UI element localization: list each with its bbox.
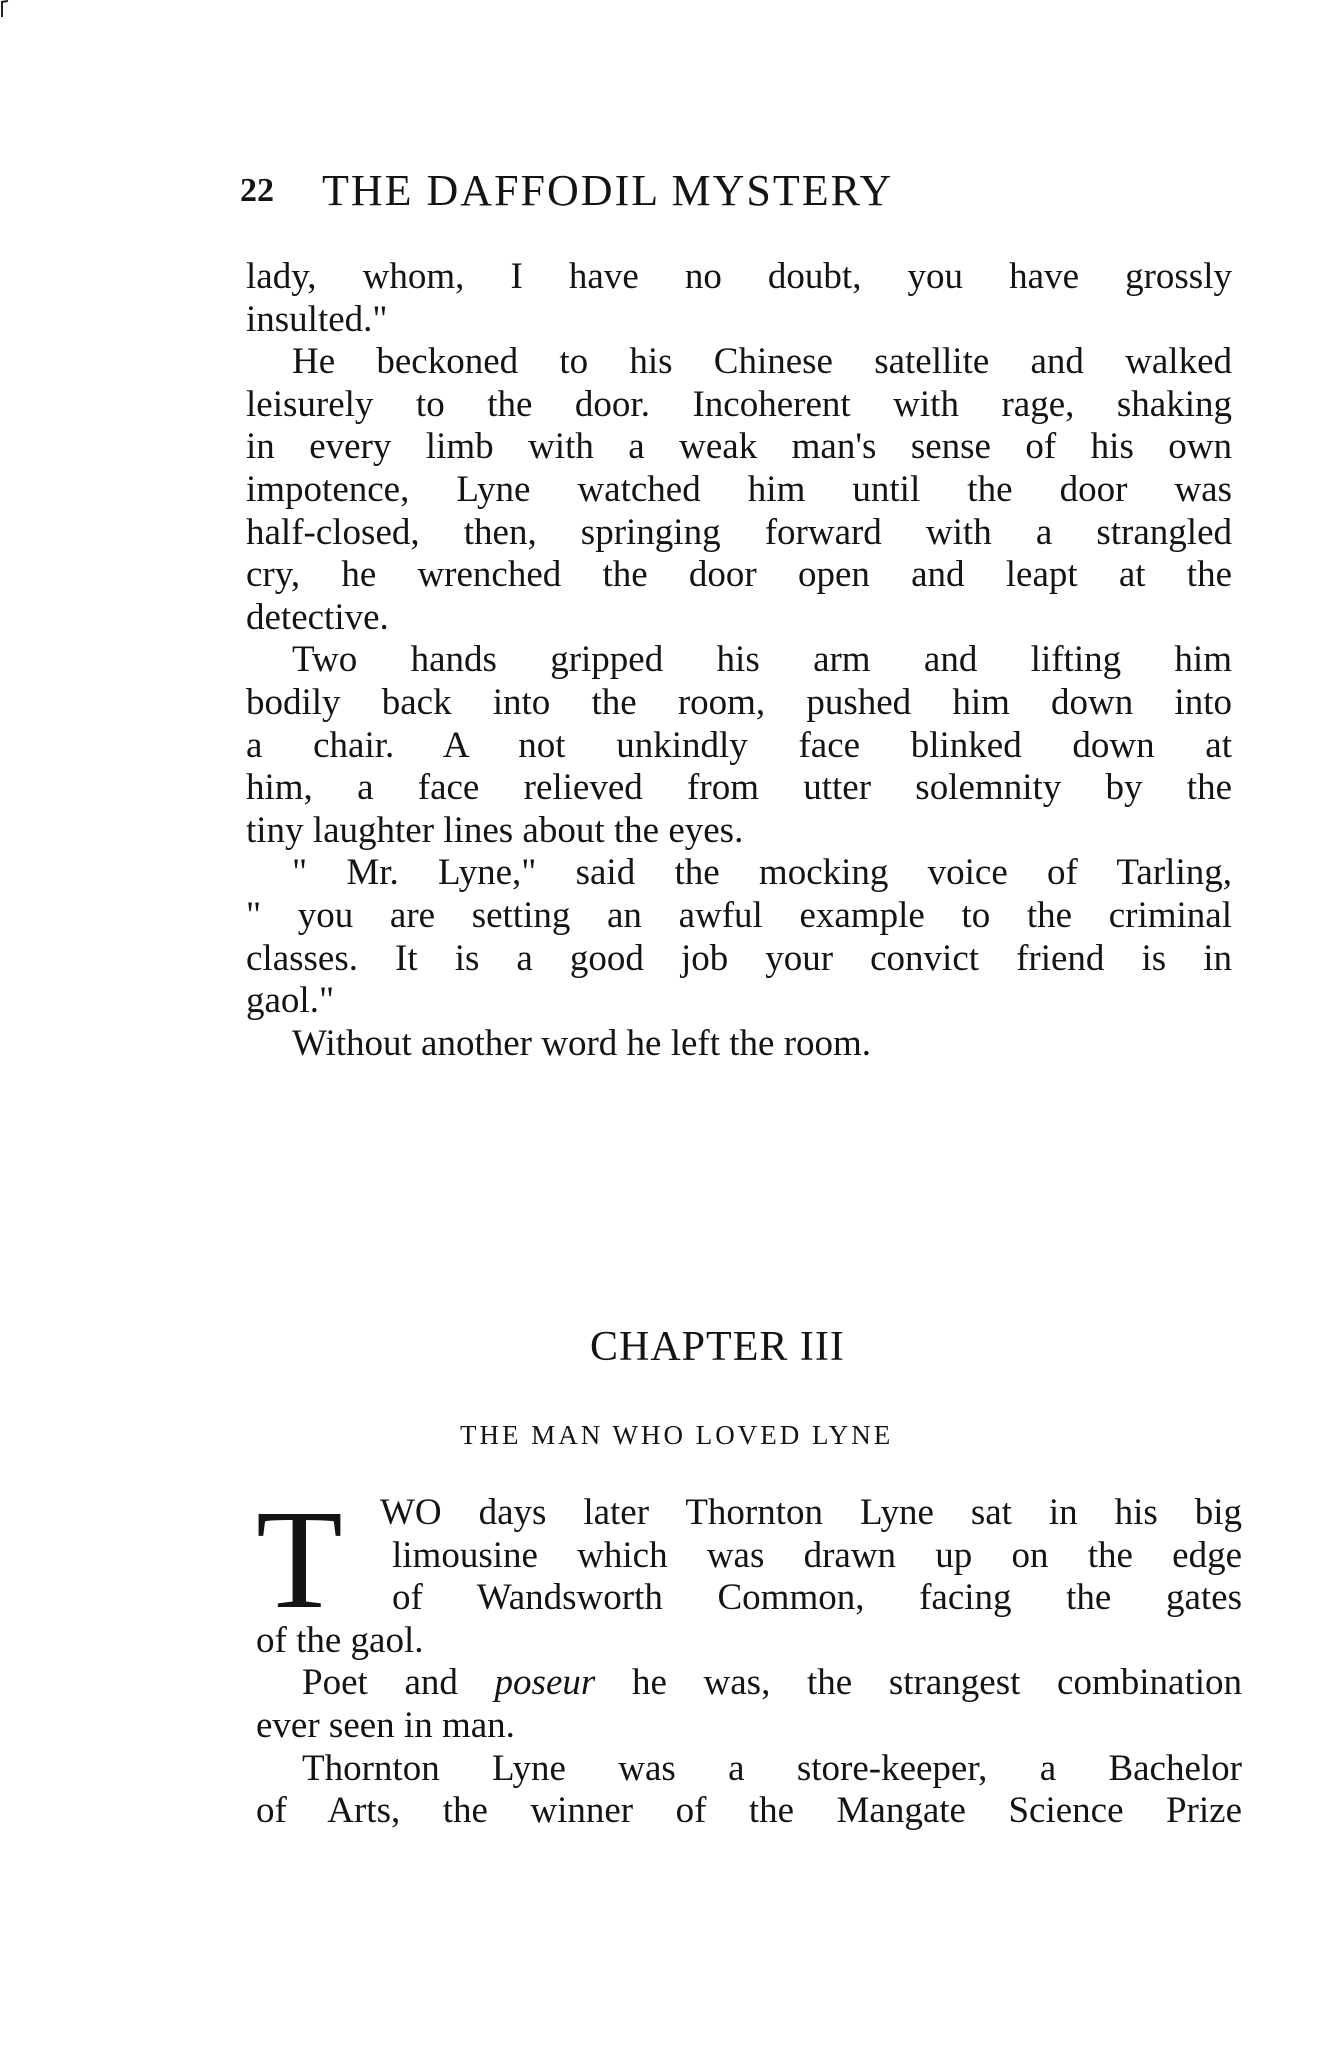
italic-word: poseur <box>494 1662 596 1704</box>
text-line: Two hands gripped his arm and lifting him <box>292 639 1232 681</box>
text-line: " Mr. Lyne," said the mocking voice of Tarling, <box>292 852 1232 894</box>
text-line: limousine which was drawn up on the edge <box>392 1534 1242 1576</box>
text-line: of Wandsworth Common, facing the gates <box>392 1577 1242 1619</box>
text-line: him, a face relieved from utter solemnity by the <box>246 767 1232 809</box>
text-line: bodily back into the room, pushed him down into <box>246 681 1232 723</box>
text-line: " you are setting an awful example to the criminal <box>246 894 1232 936</box>
body-text <box>246 256 1232 1065</box>
text-segment: he was, the strangest combination <box>631 1662 1243 1704</box>
text-line <box>256 1662 1242 1705</box>
text-line: detective. <box>246 596 389 638</box>
text-line: of Arts, the winner of the Mangate Science Prize <box>256 1790 1242 1832</box>
text-line: Without another word he left the room. <box>292 1022 872 1064</box>
text-line: of the gaol. <box>256 1619 424 1661</box>
drop-cap: T <box>256 1480 343 1638</box>
text-line: in every limb with a weak man's sense of his own <box>246 426 1232 468</box>
text-line: impotence, Lyne watched him until the door was <box>246 468 1232 510</box>
text-line: tiny laughter lines about the eyes. <box>246 809 744 851</box>
text-line: a chair. A not unkindly face blinked down at <box>246 724 1232 766</box>
text-line: lady, whom, I have no doubt, you have grossly <box>246 256 1232 297</box>
running-head <box>240 166 1240 216</box>
text-line: gaol." <box>246 980 335 1022</box>
text-line: leisurely to the door. Incoherent with rage, shaking <box>246 383 1232 425</box>
chapter-opening-text <box>256 1480 1243 1833</box>
chapter-heading: CHAPTER III <box>590 1324 845 1370</box>
text-line: He beckoned to his Chinese satellite and walked <box>292 341 1232 383</box>
running-title: THE DAFFODIL MYSTERY <box>322 166 894 215</box>
text-line: ever seen in man. <box>256 1704 515 1746</box>
text-line: Thornton Lyne was a store-keeper, a Bachelor <box>302 1747 1242 1789</box>
text-segment: Poet and <box>302 1662 458 1704</box>
text-line: cry, he wrenched the door open and leapt at the <box>246 554 1232 596</box>
scan-corner-mark <box>0 0 10 18</box>
text-line: half-closed, then, springing forward with a strangled <box>246 511 1232 553</box>
text-line: insulted." <box>246 298 388 340</box>
text-line: classes. It is a good job your convict friend is in <box>246 937 1232 979</box>
page-number: 22 <box>240 172 274 209</box>
chapter-subtitle: THE MAN WHO LOVED LYNE <box>460 1420 894 1450</box>
text-line: WO days later Thornton Lyne sat in his big <box>380 1492 1242 1533</box>
